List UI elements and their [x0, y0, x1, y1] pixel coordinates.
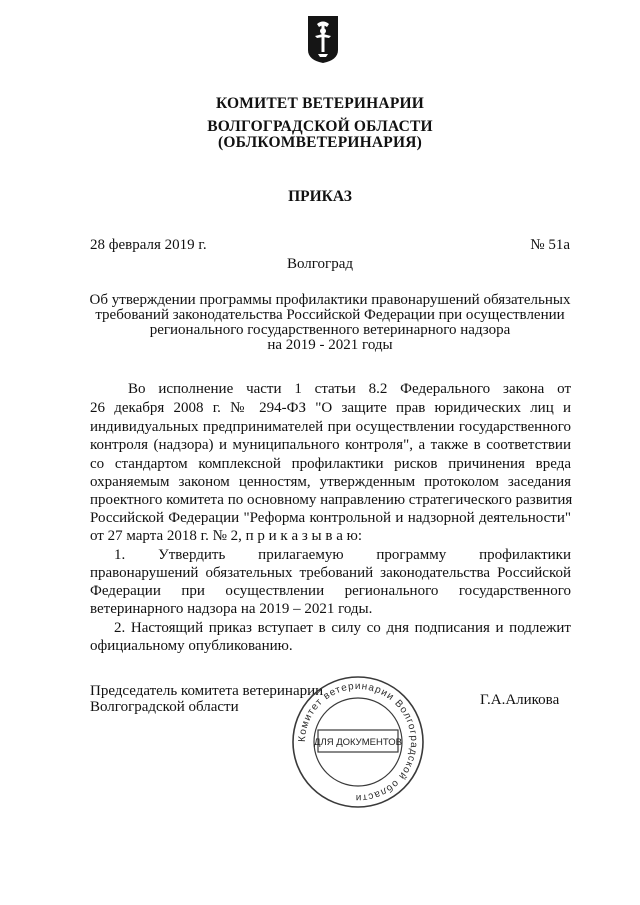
body-line: со стандартом комплексной профилактики рисков причинения вреда — [90, 456, 571, 472]
coat-of-arms-emblem — [306, 14, 340, 64]
order-item-2-line: официальному опубликованию. — [90, 638, 293, 654]
document-type: ПРИКАЗ — [288, 188, 352, 205]
order-item-1-line: 1. Утвердить прилагаемую программу профилактики — [114, 547, 571, 563]
order-item-1-line: ветеринарного надзора на 2019 – 2021 годы. — [90, 601, 373, 617]
body-line: 26 декабря 2008 г. № 294-ФЗ "О защите прав юридических лиц и — [90, 400, 571, 416]
body-line: охраняемым законом ценностям, утвержденным протоколом заседания — [90, 474, 571, 490]
body-line: от 27 марта 2018 г. № 2, п р и к а з ы в а ю: — [90, 528, 362, 544]
order-item-1-line: правонарушений обязательных требований законодательства Российской — [90, 565, 571, 581]
stamp-center-text: ДЛЯ ДОКУМЕНТОВ — [314, 737, 402, 748]
document-city: Волгоград — [286, 256, 353, 272]
document-date: 28 февраля 2019 г. — [90, 237, 207, 253]
org-short-name: (ОБЛКОМВЕТЕРИНАРИЯ) — [218, 134, 422, 151]
subject-line: регионального государственного ветеринарного надзора — [149, 322, 511, 338]
official-stamp — [288, 672, 428, 812]
document-subject — [80, 293, 580, 353]
signatory-position-line2: Волгоградской области — [90, 699, 239, 715]
body-line: проектного комитета по основному направлению стратегического развития — [90, 492, 573, 508]
org-name-line2: ВОЛГОГРАДСКОЙ ОБЛАСТИ — [207, 118, 433, 135]
body-line: Российской Федерации "Реформа контрольной и надзорной деятельности" — [90, 510, 571, 526]
signatory-position-line1: Председатель комитета ветеринарии — [90, 683, 324, 699]
org-name-line1: КОМИТЕТ ВЕТЕРИНАРИИ — [216, 95, 424, 112]
body-line: индивидуальных предпринимателей при осуществлении государственного — [90, 419, 571, 435]
signatory-name: Г.А.Аликова — [480, 692, 560, 708]
order-item-2-line: 2. Настоящий приказ вступает в силу со дня подписания и подлежит — [114, 620, 571, 636]
stamp-ring-text: Комитет ветеринарии Волгоградской области — [296, 680, 420, 804]
order-item-1-line: Федерации при осуществлении регионального государственного — [90, 583, 571, 599]
document-number: № 51а — [530, 237, 570, 253]
subject-line: на 2019 - 2021 годы — [267, 337, 393, 353]
subject-line: требований законодательства Российской Федерации при осуществлении — [95, 307, 565, 323]
subject-line: Об утверждении программы профилактики правонарушений обязательных — [89, 292, 571, 308]
body-line: контроля (надзора) и муниципального контроля", а также в соответствии — [90, 437, 571, 453]
body-line: Во исполнение части 1 статьи 8.2 Федерального закона от — [128, 381, 571, 397]
